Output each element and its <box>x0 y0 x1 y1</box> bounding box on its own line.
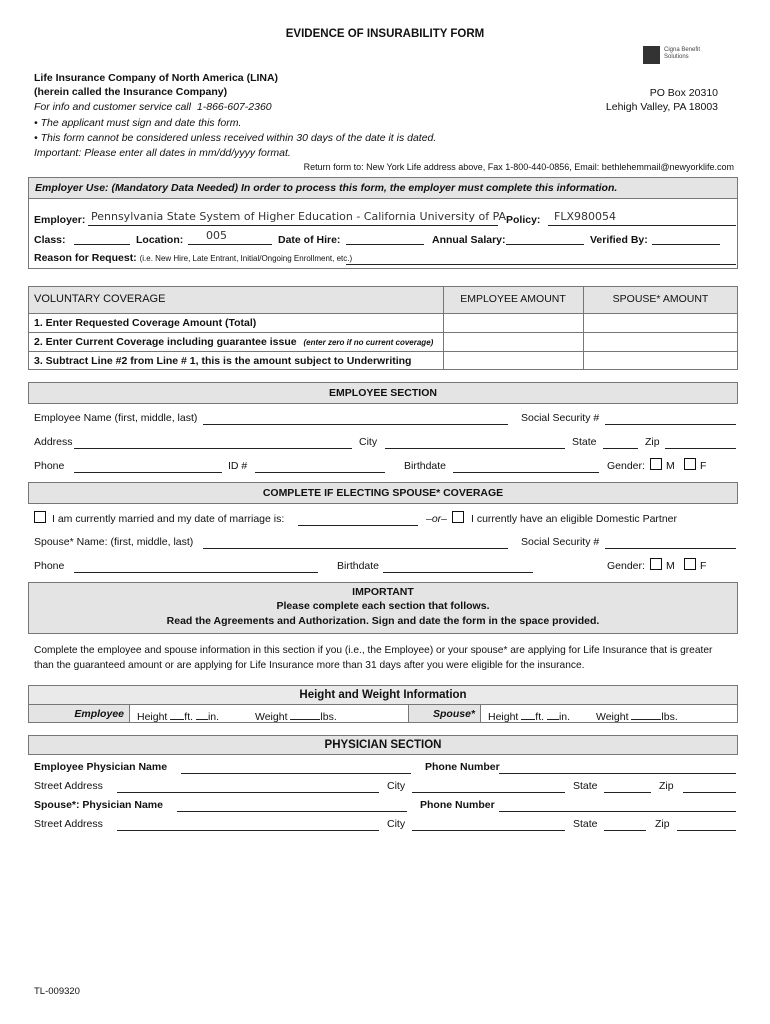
instruction-bullet-1: • The applicant must sign and date this form. <box>34 117 242 129</box>
hw-spouse-label-cell <box>408 705 481 722</box>
location-value: 005 <box>206 229 227 242</box>
return-form-line: Return form to: New York Life address above, Fax 1-800-440-0856, Email: bethlehemmail@newyorklife.com <box>303 162 734 172</box>
employee-city-field[interactable] <box>385 436 565 449</box>
spouse-birthdate-field[interactable] <box>383 560 533 573</box>
emp-physician-zip-field[interactable] <box>683 780 736 793</box>
spouse-phone-field[interactable] <box>74 560 318 573</box>
emp-physician-city-field[interactable] <box>412 780 565 793</box>
employee-name-label: Employee Name (first, middle, last) <box>34 412 198 424</box>
employee-ssn-field[interactable] <box>605 412 736 425</box>
employee-gender-f-label: F <box>700 460 707 472</box>
logo-text-line1: Cigna Benefit <box>664 47 701 53</box>
coverage-row-3-employee-cell[interactable] <box>444 352 583 370</box>
form-code: TL-009320 <box>34 986 80 997</box>
important-box <box>28 582 738 634</box>
emp-physician-street-field[interactable] <box>117 780 379 793</box>
customer-service-phone: 1-866-607-2360 <box>196 101 272 113</box>
employee-birthdate-label: Birthdate <box>404 460 447 472</box>
spouse-ssn-field[interactable] <box>605 536 736 549</box>
hw-employee-weight <box>255 709 337 723</box>
emp-physician-state-field[interactable] <box>604 780 651 793</box>
employee-gender-label: Gender: <box>607 460 645 472</box>
spouse-physician-phone-label: Phone Number <box>420 799 495 811</box>
hw-sp-ft-label: ft. <box>535 711 545 723</box>
hw-emp-height-label: Height <box>137 711 168 723</box>
spouse-phone-label: Phone <box>34 560 65 572</box>
coverage-row-3-label: 3. Subtract Line #2 from Line # 1, this is the amount subject to Underwriting <box>34 355 412 367</box>
reason-field[interactable] <box>346 252 736 265</box>
voluntary-coverage-header: VOLUNTARY COVERAGE <box>34 293 166 305</box>
employee-gender-m-label: M <box>666 460 675 472</box>
employee-section-header-text: EMPLOYEE SECTION <box>329 387 437 399</box>
employee-physician-label: Employee Physician Name <box>34 761 168 773</box>
spouse-name-label: Spouse* Name: (first, middle, last) <box>34 536 194 548</box>
bullet-1-text: The applicant must sign and date this form. <box>40 117 242 129</box>
spouse-gender-m-label: M <box>666 560 675 572</box>
logo-text-line2: Solutions <box>664 54 689 60</box>
spouse-amount-header: SPOUSE* AMOUNT <box>612 293 709 305</box>
domestic-partner-checkbox[interactable] <box>452 511 464 523</box>
important-line3: Read the Agreements and Authorization. Sign and date the form in the space provided. <box>166 615 600 627</box>
location-label: Location: <box>136 234 184 246</box>
hw-sp-feet-field[interactable] <box>521 709 535 720</box>
employer-section-header-text: Employer Use: (Mandatory Data Needed) In order to process this form, the employer must complete this information. <box>35 182 618 194</box>
customer-service-label: For info and customer service call <box>34 101 191 113</box>
coverage-row-1-employee-cell[interactable] <box>444 314 583 332</box>
coverage-row-2-hint: (enter zero if no current coverage) <box>303 338 434 347</box>
policy-field[interactable] <box>548 210 736 226</box>
form-title: EVIDENCE OF INSURABILITY FORM <box>285 28 485 40</box>
spouse-gender-m-checkbox[interactable] <box>650 558 662 570</box>
physician-section-header-text: PHYSICIAN SECTION <box>324 739 442 751</box>
emp-physician-city-label: City <box>387 780 406 792</box>
employer-label: Employer: <box>34 214 86 226</box>
marriage-date-field[interactable] <box>298 513 418 526</box>
sp-physician-street-field[interactable] <box>117 818 379 831</box>
hw-sp-height-label: Height <box>488 711 519 723</box>
spouse-section-header-text: COMPLETE IF ELECTING SPOUSE* COVERAGE <box>262 487 504 499</box>
policy-value: FLX980054 <box>554 210 616 223</box>
physician-section-header <box>28 735 738 755</box>
employee-phone-field[interactable] <box>74 460 222 473</box>
married-checkbox[interactable] <box>34 511 46 523</box>
spouse-gender-f-label: F <box>700 560 707 572</box>
hw-emp-in-label: in. <box>207 711 220 723</box>
hire-date-field[interactable] <box>346 232 424 245</box>
employee-physician-phone-label: Phone Number <box>425 761 500 773</box>
employee-phone-label: Phone <box>34 460 65 472</box>
employer-field[interactable] <box>88 210 507 226</box>
location-field[interactable] <box>188 229 272 245</box>
hw-sp-weight-label: Weight <box>596 711 629 723</box>
employee-city-label: City <box>359 436 378 448</box>
employee-section-header <box>28 382 738 404</box>
employee-zip-label: Zip <box>645 436 660 448</box>
spouse-ssn-label: Social Security # <box>521 536 600 548</box>
instruction-bullet-2: • This form cannot be considered unless received within 30 days of the date it is dated. <box>34 132 437 144</box>
emp-physician-state-label: State <box>573 780 598 792</box>
employer-value: Pennsylvania State System of Higher Education - California University of PA <box>91 210 507 223</box>
spouse-section-header <box>28 482 738 504</box>
class-label: Class: <box>34 234 66 246</box>
hw-spouse-height <box>488 709 570 723</box>
employee-id-label: ID # <box>228 460 248 472</box>
employee-gender-m-checkbox[interactable] <box>650 458 662 470</box>
height-weight-header-text: Height and Weight Information <box>299 689 467 701</box>
coverage-row-2 <box>34 336 433 348</box>
important-title: IMPORTANT <box>352 586 414 598</box>
employee-physician-field[interactable] <box>181 761 411 774</box>
coverage-row-1-label: 1. Enter Requested Coverage Amount (Total) <box>34 317 257 329</box>
hw-spouse-weight <box>596 709 678 723</box>
hw-emp-ft-label: ft. <box>184 711 194 723</box>
sp-physician-street-label: Street Address <box>34 818 103 830</box>
employee-address-field[interactable] <box>74 436 352 449</box>
instructions-paragraph-line1: Complete the employee and spouse information in this section if you (i.e., the Employee) or your spouse* are applying for Life Insurance that is greater <box>34 645 713 656</box>
sp-physician-state-label: State <box>573 818 598 830</box>
spouse-gender-label: Gender: <box>607 560 645 572</box>
coverage-row-1-spouse-cell[interactable] <box>584 314 737 332</box>
employee-address-label: Address <box>34 436 73 448</box>
hw-sp-weight-field[interactable] <box>631 709 661 720</box>
spouse-physician-phone-field[interactable] <box>499 799 736 812</box>
coverage-row-2-label: 2. Enter Current Coverage including guarantee issue <box>34 336 297 348</box>
spouse-birthdate-label: Birthdate <box>337 560 380 572</box>
reason-hint: (i.e. New Hire, Late Entrant, Initial/Ongoing Enrollment, etc.) <box>139 254 353 263</box>
verified-by-label: Verified By: <box>590 234 648 246</box>
employee-birthdate-field[interactable] <box>453 460 599 473</box>
mailing-address-line1: PO Box 20310 <box>649 87 718 99</box>
logo-tree-icon <box>643 46 660 64</box>
verified-by-field[interactable] <box>652 232 720 245</box>
bullet-2-text: This form cannot be considered unless received within 30 days of the date it is dated. <box>40 132 437 144</box>
employee-amount-header: EMPLOYEE AMOUNT <box>460 293 566 305</box>
employee-state-label: State <box>572 436 597 448</box>
class-field[interactable] <box>74 232 130 245</box>
hw-emp-inches-field[interactable] <box>196 709 208 720</box>
policy-label: Policy: <box>506 214 541 226</box>
employee-physician-phone-field[interactable] <box>499 761 736 774</box>
coverage-row-2-spouse-cell[interactable] <box>584 333 737 351</box>
annual-salary-label: Annual Salary: <box>432 234 506 246</box>
spouse-physician-field[interactable] <box>177 799 407 812</box>
spouse-physician-label: Spouse*: Physician Name <box>34 799 163 811</box>
sp-physician-state-field[interactable] <box>604 818 646 831</box>
company-line2: (herein called the Insurance Company) <box>34 86 228 98</box>
coverage-row-2-employee-cell[interactable] <box>444 333 583 351</box>
domestic-partner-label: I currently have an eligible Domestic Partner <box>471 513 678 525</box>
sp-physician-city-label: City <box>387 818 406 830</box>
sp-physician-zip-field[interactable] <box>677 818 736 831</box>
hw-sp-lbs-label: lbs. <box>661 711 678 723</box>
hw-emp-weight-label: Weight <box>255 711 288 723</box>
spouse-name-field[interactable] <box>203 536 508 549</box>
mailing-address-line2: Lehigh Valley, PA 18003 <box>605 101 718 113</box>
important-line2: Please complete each section that follows. <box>276 600 490 612</box>
hw-employee-label: Employee <box>74 708 124 720</box>
company-line1: Life Insurance Company of North America (LINA) <box>34 72 279 84</box>
important-date-format: Important: Please enter all dates in mm/dd/yyyy format. <box>34 147 291 159</box>
reason-for-request <box>34 252 352 264</box>
employer-section-header <box>28 177 738 199</box>
hw-spouse-label: Spouse* <box>432 708 475 720</box>
height-weight-header <box>28 685 738 705</box>
sp-physician-zip-label: Zip <box>655 818 670 830</box>
spouse-gender-f-checkbox[interactable] <box>684 558 696 570</box>
employee-id-field[interactable] <box>255 460 385 473</box>
customer-service-line <box>34 101 272 113</box>
sp-physician-city-field[interactable] <box>412 818 565 831</box>
emp-physician-street-label: Street Address <box>34 780 103 792</box>
coverage-row-3-spouse-cell[interactable] <box>584 352 737 370</box>
hw-emp-weight-field[interactable] <box>290 709 320 720</box>
hw-emp-feet-field[interactable] <box>170 709 184 720</box>
hw-sp-inches-field[interactable] <box>547 709 559 720</box>
hw-employee-label-cell <box>29 705 130 722</box>
instructions-paragraph-line2: than the guaranteed amount or are applying for Life Insurance more than 31 days after you were eligible for the insurance. <box>34 660 585 671</box>
annual-salary-field[interactable] <box>506 232 584 245</box>
employee-zip-field[interactable] <box>665 436 736 449</box>
hw-sp-in-label: in. <box>558 711 571 723</box>
employee-gender-f-checkbox[interactable] <box>684 458 696 470</box>
employee-state-field[interactable] <box>603 436 638 449</box>
emp-physician-zip-label: Zip <box>659 780 674 792</box>
or-separator: –or– <box>426 513 448 525</box>
reason-label: Reason for Request: <box>34 252 137 264</box>
employee-name-field[interactable] <box>203 412 508 425</box>
hw-emp-lbs-label: lbs. <box>320 711 337 723</box>
employee-ssn-label: Social Security # <box>521 412 600 424</box>
hire-date-label: Date of Hire: <box>278 234 341 246</box>
married-label: I am currently married and my date of marriage is: <box>52 513 285 525</box>
hw-employee-height <box>137 709 219 723</box>
